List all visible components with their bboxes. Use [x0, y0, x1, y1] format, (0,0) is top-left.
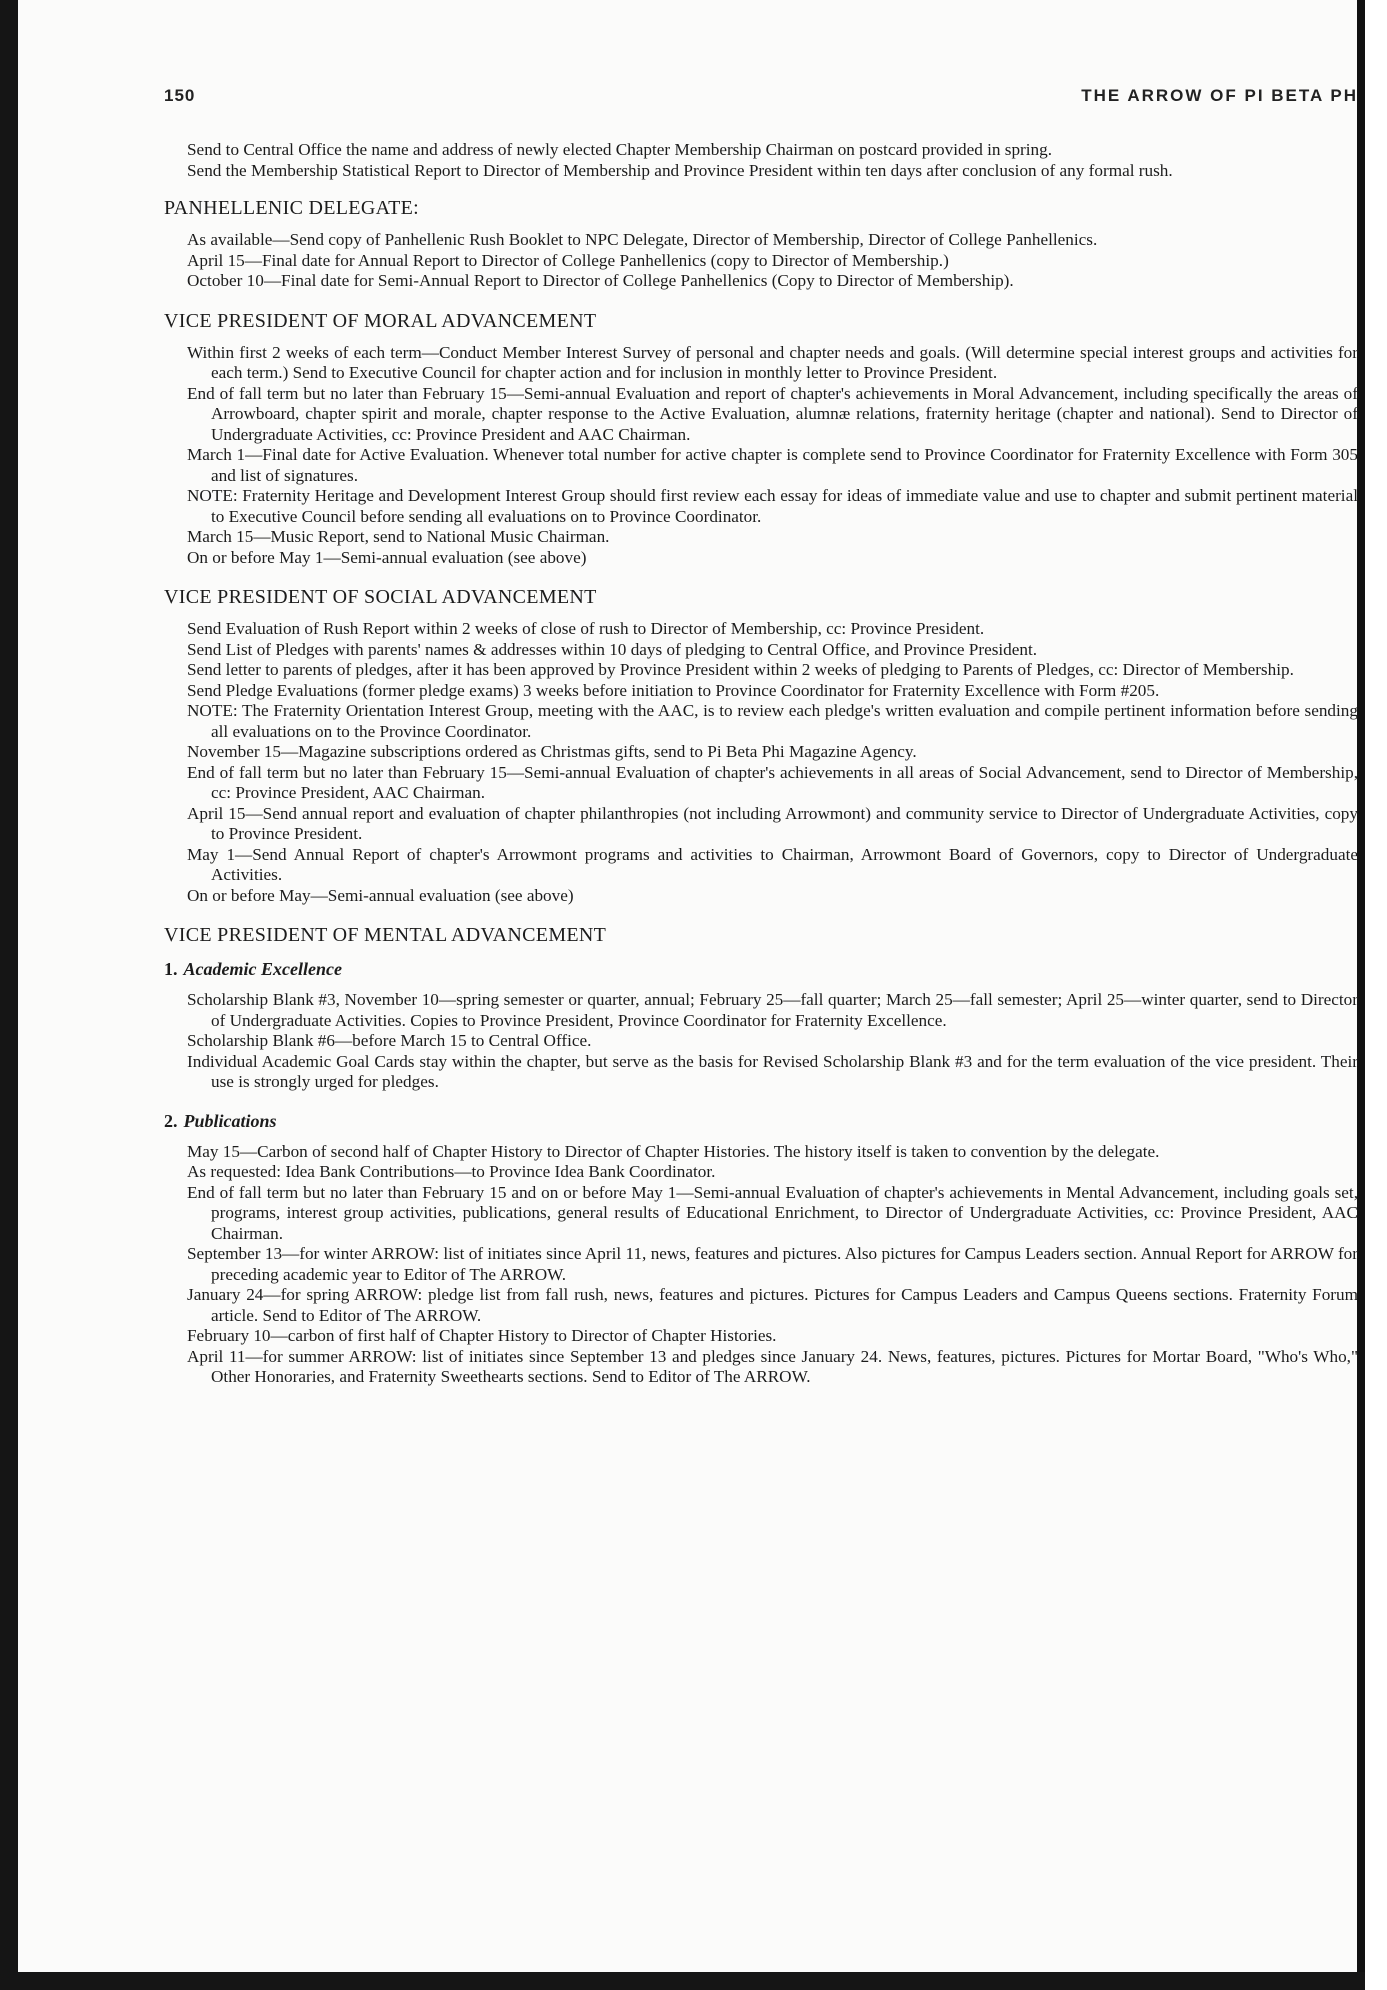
list-item: End of fall term but no later than February 15 and on or before May 1—Semi-annual Evaluation of chapter's achievements in Mental Advancement, including goals set, programs, interest group activities, publications, general results of Educational Enrichment, to Director of Undergraduate Activities, cc: Province President, AAC Chairman.	[187, 1182, 1358, 1243]
section-heading-moral: VICE PRESIDENT OF MORAL ADVANCEMENT	[164, 309, 597, 332]
list-item: End of fall term but no later than February 15—Semi-annual Evaluation and report of chapter's achievements in Moral Advancement, including specifically the areas of Arrowboard, chapter spirit and morale, chapter response to the Active Evaluation, alumnæ relations, fraternity heritage (chapter and national). Send to Director of Undergraduate Activities, cc: Province President and AAC Chairman.	[187, 383, 1358, 444]
list-item: Individual Academic Goal Cards stay within the chapter, but serve as the basis for Revised Scholarship Blank #3 and for the term evaluation of the vice president. Their use is strongly urged for pledges.	[187, 1051, 1358, 1091]
list-item: Within first 2 weeks of each term—Conduct Member Interest Survey of personal and chapter needs and goals. (Will determine special interest groups and activities for each term.) Send to Executive Council for chapter action and for inclusion in monthly letter to Province President.	[187, 342, 1358, 382]
list-item: February 10—carbon of first half of Chapter History to Director of Chapter Histories.	[187, 1326, 777, 1345]
list-item: As requested: Idea Bank Contributions—to Province Idea Bank Coordinator.	[187, 1162, 716, 1181]
subsection-number: 2.	[164, 1110, 178, 1131]
scan-edge-bottom	[0, 1972, 1365, 1990]
scan-margin-right	[1365, 0, 1387, 1990]
list-item: As available—Send copy of Panhellenic Rush Booklet to NPC Delegate, Director of Membership, Director of College Panhellenics.	[187, 230, 1098, 249]
section-heading-panhellenic: PANHELLENIC DELEGATE:	[164, 197, 419, 219]
list-item: May 1—Send Annual Report of chapter's Arrowmont programs and activities to Chairman, Arrowmont Board of Governors, copy to Director of Undergraduate Activities.	[187, 844, 1358, 884]
list-item: Scholarship Blank #3, November 10—spring semester or quarter, annual; February 25—fall quarter; March 25—fall semester; April 25—winter quarter, send to Director of Undergraduate Activities. Copies to Province President, Province Coordinator for Fraternity Excellence.	[187, 990, 1358, 1030]
list-item: Send Evaluation of Rush Report within 2 weeks of close of rush to Director of Membership, cc: Province President.	[187, 619, 985, 638]
list-item: Send Pledge Evaluations (former pledge exams) 3 weeks before initiation to Province Coordinator for Fraternity Excellence with Form #205.	[187, 680, 1160, 700]
subsection-number: 1.	[164, 959, 178, 979]
list-item: March 15—Music Report, send to National Music Chairman.	[187, 527, 610, 546]
list-item: April 15—Send annual report and evaluation of chapter philanthropies (not including Arrowmont) and community service to Director of Undergraduate Activities, copy to Province President.	[187, 803, 1358, 843]
intro-item: Send the Membership Statistical Report to Director of Membership and Province President within ten days after conclusion of any formal rush.	[187, 160, 1173, 180]
page-header	[164, 86, 1358, 110]
list-item: Send List of Pledges with parents' names & addresses within 10 days of pledging to Central Office, and Province President.	[187, 639, 1038, 659]
list-item: Scholarship Blank #6—before March 15 to Central Office.	[187, 1031, 592, 1050]
list-item: March 1—Final date for Active Evaluation. Whenever total number for active chapter is complete send to Province Coordinator for Fraternity Excellence with Form 305 and list of signatures.	[187, 445, 1358, 485]
subsection-heading-academic	[164, 959, 1358, 980]
list-item: Send letter to parents of pledges, after it has been approved by Province President within 2 weeks of pledging to Parents of Pledges, cc: Director of Membership.	[187, 660, 1294, 679]
subsection-title: Publications	[183, 1110, 277, 1131]
subsection-title: Academic Excellence	[183, 959, 342, 979]
subsection-heading-publications	[164, 1111, 1358, 1132]
intro-item: Send to Central Office the name and address of newly elected Chapter Membership Chairman on postcard provided in spring.	[187, 140, 1053, 159]
scan-edge-left	[0, 0, 18, 1990]
list-item: End of fall term but no later than February 15—Semi-annual Evaluation of chapter's achievements in all areas of Social Advancement, send to Director of Membership, cc: Province President, AAC Chairman.	[187, 762, 1358, 802]
section-heading-social: VICE PRESIDENT OF SOCIAL ADVANCEMENT	[164, 586, 597, 608]
list-item: October 10—Final date for Semi-Annual Report to Director of College Panhellenics (Copy to Director of Membership).	[187, 271, 1014, 290]
section-heading-mental: VICE PRESIDENT OF MENTAL ADVANCEMENT	[164, 924, 607, 946]
list-item: NOTE: The Fraternity Orientation Interest Group, meeting with the AAC, is to review each pledge's written evaluation and compile pertinent information before sending all evaluations on to the Province Coordinator.	[187, 701, 1358, 741]
page-number: 150	[164, 86, 196, 105]
list-item: April 11—for summer ARROW: list of initiates since September 13 and pledges since January 24. News, features, pictures. Pictures for Mortar Board, "Who's Who," Other Honoraries, and Fraternity Sweethearts sections. Send to Editor of The ARROW.	[187, 1346, 1358, 1386]
list-item: May 15—Carbon of second half of Chapter History to Director of Chapter Histories. The history itself is taken to convention by the delegate.	[187, 1141, 1160, 1161]
list-item: September 13—for winter ARROW: list of initiates since April 11, news, features and pictures. Also pictures for Campus Leaders section. Annual Report for ARROW for preceding academic year to Editor of The ARROW.	[187, 1244, 1358, 1284]
list-item: On or before May 1—Semi-annual evaluation (see above)	[187, 547, 587, 567]
list-item: January 24—for spring ARROW: pledge list from fall rush, news, features and pictures. Pictures for Campus Leaders and Campus Queens sections. Fraternity Forum article. Send to Editor of The ARROW.	[187, 1285, 1358, 1325]
list-item: April 15—Final date for Annual Report to Director of College Panhellenics (copy to Director of Membership.)	[187, 250, 949, 270]
list-item: On or before May—Semi-annual evaluation (see above)	[187, 885, 574, 905]
running-title: THE ARROW OF PI BETA PH	[1081, 86, 1358, 105]
scan-edge-right	[1357, 0, 1365, 1990]
page-content	[164, 140, 1358, 1388]
list-item: November 15—Magazine subscriptions ordered as Christmas gifts, send to Pi Beta Phi Magazine Agency.	[187, 742, 917, 761]
list-item: NOTE: Fraternity Heritage and Development Interest Group should first review each essay for ideas of immediate value and use to chapter and submit pertinent material to Executive Council before sending all evaluations on to Province Coordinator.	[187, 486, 1358, 526]
